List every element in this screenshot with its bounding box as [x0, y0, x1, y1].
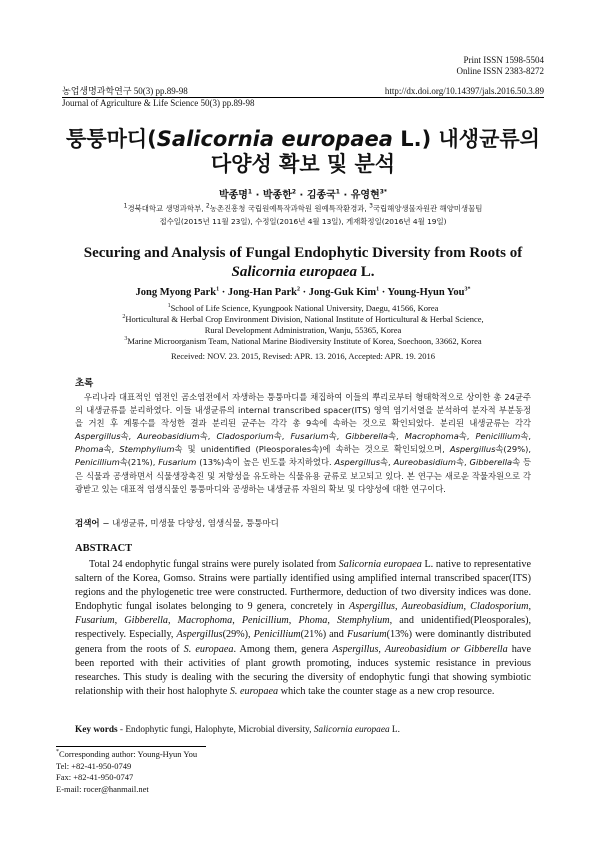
title-ko-line1: 퉁퉁마디(Salicornia europaea L.) 내생균류의	[66, 127, 540, 151]
abstract-en-body: Total 24 endophytic fungal strains were purely isolated from Salicornia europaea L. native to representative saltern of the Korea, Gomso. Strains were partially identified using amplified internal transcribed spacer(ITS) regions and the phylogenetic tree were constructed. Furthermore, deduction of two diversity indices was done. Endophytic fungal isolates belonging to 9 genera, concretely in Aspergillus, Aureobasidium, Cladosporium, Fusarium, Gibberella, Macrophoma, Penicillium, Phoma, Stemphylium, and unidentified(Pleosporales), respectively. Especially, Aspergillus(29%), Penicillium(21%) and Fusarium(13%) were dominantly distributed genera from the roots of S. europaea. Among them, genera Aspergillus, Aureobasidium or Gibberella have been reported with their activities of plant growth promoting, induces systemic resistance in previous researches. This study is dealing with the securing the diversity of endophytic fungi that showing symbiotic relationship with their host halophyte S. europaea which take the counter stage as a new crop resource.	[75, 559, 532, 697]
title-ko-species: Salicornia europaea	[156, 127, 393, 151]
keywords-ko: 검색어 − 내생균류, 미생물 다양성, 염생식물, 퉁퉁마디	[75, 519, 279, 529]
journal-ko: 농업생명과학연구 50(3) pp.89-98	[62, 86, 188, 96]
title-en-line1: Securing and Analysis of Fungal Endophytic Diversity from Roots of	[83, 245, 523, 261]
authors-en: Jong Myong Park$^1$ · Jong-Han Park$^2$ · Jong-Guk Kim$^1$ · Young-Hyun You$^{3*}$	[135, 286, 471, 298]
footnote-rule	[56, 746, 206, 747]
affil-en: $^1$School of Life Science, Kyungpook National University, Daegu, 41566, Korea $^2$Horticultural & Herbal Crop Environment Division, National Institute of Horticultural & Herbal Science, Rural Development Administration, Wanju, 55365, Korea $^3$Marine Microorganism Team, National Marine Biodiversity Institute of Korea, Soechoon, 33662, Korea	[122, 303, 484, 346]
keywords-en: Key words - Endophytic fungi, Halophyte, Microbial diversity, Salicornia europaea L.	[75, 725, 400, 735]
abstract-ko-heading: 초록	[75, 378, 94, 389]
received-en: Received: NOV. 23. 2015, Revised: APR. 13. 2016, Accepted: APR. 19. 2016	[170, 351, 436, 361]
print-issn: Print ISSN 1598-5504	[463, 55, 544, 65]
title-ko-line2: 다양성 확보 및 분석	[210, 152, 396, 176]
title-en-species: Salicornia europaea	[231, 264, 357, 280]
received-ko: 접수일(2015년 11월 23일), 수정일(2016년 4월 13일), 게재확정일(2016년 4월 19일)	[159, 217, 447, 226]
online-issn: Online ISSN 2383-8272	[456, 66, 544, 76]
journal-en: Journal of Agriculture & Life Science 50(3) pp.89-98	[62, 98, 255, 108]
affil-ko: $^1$경북대학교 생명과학부, $^2$농촌진흥청 국립원예특작과학원 원예특작환경과, $^3$국립해양생물자원관 해양미생물팀	[123, 202, 483, 213]
abstract-en-heading: ABSTRACT	[75, 543, 133, 554]
abstract-ko-body: 우리나라 대표적인 염전인 곰소염전에서 자생하는 퉁퉁마디를 채집하여 이들의 뿌리로부터 형태학적으로 상이한 총 24균주의 내생균류를 분리하였다. 이들 내생균류의 internal transcribed spacer(ITS) 영역 염기서열을 분석하여 분자적 부분동정을 거친 후 계통수를 작성한 결과 분리된 균주는 각각 총 9속에 속하는 것으로 확인되었다. 분리된 내생균류는 각각 Aspergillus속, Aureobasidium속, Cladosporium속, Fusarium속, Gibberella속, Macrophoma속, Penicillium속, Phoma속, Stemphylium속 및 unidentified (Pleosporales속)에 속하는 것으로 확인되었으며, Aspergillus속(29%), Penicillium속(21%), Fusarium (13%)속이 높은 빈도를 차지하였다. Aspergillus속, Aureobasidium속, Gibberella속 등은 식물과 공생하면서 식물생장촉진 및 저항성을 유도하는 식물유용 균류로 보고되고 있다. 본 연구는 새로운 작물자원으로 각광받고 있는 대표적 염생식물인 퉁퉁마디와 공생하는 내생균류 자원의 확보 및 다양성에 대한 연구이다.	[75, 392, 532, 494]
email-link[interactable]: E-mail: rocer@hanmail.net	[56, 783, 149, 794]
footnote: *Corresponding author: Young-Hyun You Tel: +82-41-950-0749 Fax: +82-41-950-0747 E-mail: rocer@hanmail.net	[56, 749, 198, 794]
doi-link[interactable]: http://dx.doi.org/10.14397/jals.2016.50.3.89	[384, 86, 544, 96]
title-en-line2: Salicornia europaea L.	[231, 264, 375, 280]
authors-ko: 박종명$^1$ · 박종한$^2$ · 김종국$^1$ · 유영현$^{3*}$	[218, 188, 388, 201]
